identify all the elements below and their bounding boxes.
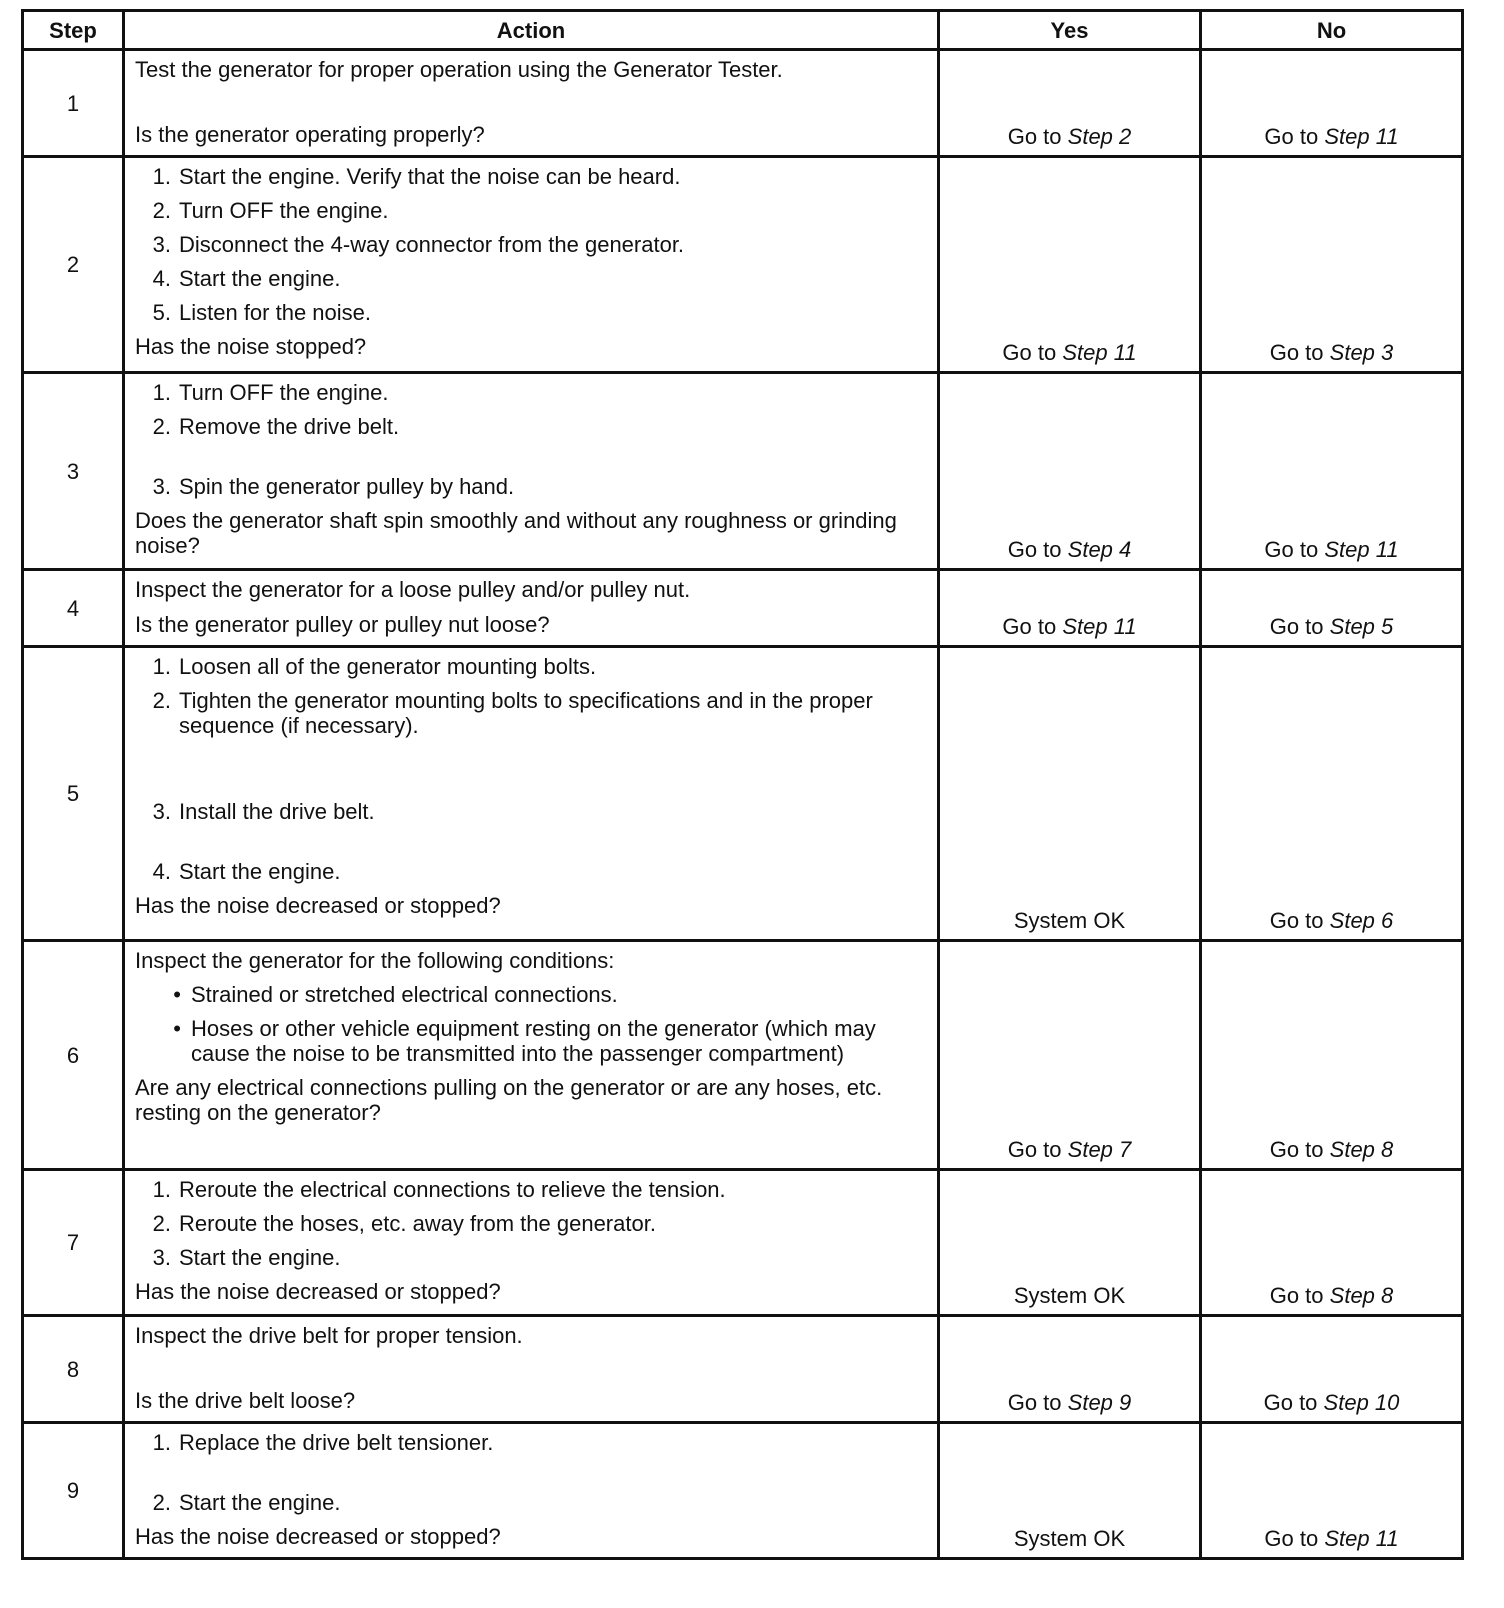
yes-cell (939, 50, 1201, 157)
bullet-icon: • (173, 982, 181, 1007)
yes-prefix: Go to (1007, 537, 1062, 562)
list-item (135, 799, 927, 824)
step-number: 1 (23, 50, 124, 157)
yes-step-ref: Step 11 (1062, 614, 1137, 639)
list-item (135, 1245, 927, 1270)
item-text: Spin the generator pulley by hand. (179, 474, 515, 499)
item-number: 4. (152, 266, 171, 291)
action-cell (124, 1316, 939, 1423)
item-text: Start the engine. Verify that the noise can be heard. (179, 164, 681, 189)
yes-step-ref: Step 7 (1067, 1137, 1132, 1162)
list-item (135, 380, 927, 405)
no-step-ref: Step 6 (1329, 908, 1394, 933)
item-text: Disconnect the 4-way connector from the generator. (179, 232, 685, 257)
item-text: Start the engine. (179, 859, 341, 884)
yes-step-ref: Step 9 (1067, 1390, 1132, 1415)
yes-prefix: Go to (1002, 340, 1057, 365)
list-item (135, 198, 927, 223)
table-row (23, 50, 1463, 157)
step-number: 6 (23, 941, 124, 1170)
action-cell (124, 157, 939, 373)
table-row (23, 570, 1463, 647)
action-cell (124, 1423, 939, 1559)
action-question: Is the drive belt loose? (135, 1388, 356, 1413)
no-prefix: Go to (1269, 1137, 1324, 1162)
item-text: Reroute the hoses, etc. away from the generator. (179, 1211, 656, 1236)
action-cell (124, 647, 939, 941)
step-number: 4 (23, 570, 124, 647)
action-cell (124, 570, 939, 647)
step-number: 8 (23, 1316, 124, 1423)
item-number: 1. (152, 654, 171, 679)
action-cell (124, 1170, 939, 1316)
table-row (23, 1423, 1463, 1559)
yes-system-ok: System OK (1013, 1283, 1126, 1308)
no-step-ref: Step 10 (1323, 1390, 1400, 1415)
item-number: 3. (152, 799, 171, 824)
item-number: 1. (152, 380, 171, 405)
yes-prefix: Go to (1007, 124, 1062, 149)
header-action: Action (124, 11, 939, 50)
yes-system-ok: System OK (1013, 1526, 1126, 1551)
table-row (23, 1170, 1463, 1316)
item-number: 2. (152, 414, 171, 439)
no-prefix: Go to (1263, 1390, 1318, 1415)
action-question: Has the noise decreased or stopped? (135, 1279, 501, 1304)
yes-cell (939, 1170, 1201, 1316)
action-intro: Inspect the drive belt for proper tension. (135, 1323, 523, 1348)
table-row (23, 157, 1463, 373)
yes-step-ref: Step 4 (1067, 537, 1132, 562)
list-item (135, 1490, 927, 1515)
yes-step-ref: Step 2 (1067, 124, 1132, 149)
item-number: 2. (152, 1211, 171, 1236)
item-text: Install the drive belt. (179, 799, 375, 824)
action-cell (124, 50, 939, 157)
list-item (135, 1177, 927, 1202)
header-step: Step (23, 11, 124, 50)
item-number: 1. (152, 1177, 171, 1202)
action-question: Has the noise decreased or stopped? (135, 893, 501, 918)
item-number: 1. (152, 1430, 171, 1455)
item-text: Loosen all of the generator mounting bolts. (179, 654, 597, 679)
no-prefix: Go to (1269, 614, 1324, 639)
yes-cell (939, 570, 1201, 647)
yes-cell (939, 647, 1201, 941)
yes-cell (939, 941, 1201, 1170)
table-row (23, 941, 1463, 1170)
yes-cell (939, 157, 1201, 373)
no-cell (1201, 647, 1463, 941)
item-text: Start the engine. (179, 266, 341, 291)
item-text: Remove the drive belt. (179, 414, 400, 439)
item-text: Turn OFF the engine. (179, 198, 389, 223)
item-text: Start the engine. (179, 1490, 341, 1515)
step-number: 2 (23, 157, 124, 373)
no-cell (1201, 50, 1463, 157)
item-text: Reroute the electrical connections to relieve the tension. (179, 1177, 726, 1202)
yes-prefix: Go to (1002, 614, 1057, 639)
item-number: 3. (152, 1245, 171, 1270)
list-item (135, 232, 927, 257)
action-cell (124, 373, 939, 570)
table-row (23, 373, 1463, 570)
bullet-text: Strained or stretched electrical connections. (191, 982, 618, 1007)
no-cell (1201, 1423, 1463, 1559)
step-number: 9 (23, 1423, 124, 1559)
item-number: 3. (152, 232, 171, 257)
list-item (135, 688, 927, 738)
step-number: 5 (23, 647, 124, 941)
no-step-ref: Step 3 (1329, 340, 1394, 365)
list-item (135, 1211, 927, 1236)
table-row (23, 1316, 1463, 1423)
no-prefix: Go to (1264, 537, 1319, 562)
action-intro: Test the generator for proper operation using the Generator Tester. (135, 57, 783, 82)
item-text: Tighten the generator mounting bolts to specifications and in the proper sequence (if necessary). (179, 688, 873, 738)
list-item (135, 266, 927, 291)
item-number: 4. (152, 859, 171, 884)
yes-cell (939, 1423, 1201, 1559)
no-prefix: Go to (1269, 340, 1324, 365)
item-text: Replace the drive belt tensioner. (179, 1430, 494, 1455)
header-yes: Yes (939, 11, 1201, 50)
no-step-ref: Step 5 (1329, 614, 1394, 639)
item-number: 1. (152, 164, 171, 189)
no-step-ref: Step 8 (1329, 1137, 1394, 1162)
bullet-item (135, 1016, 927, 1066)
list-item (135, 300, 927, 325)
table-row (23, 647, 1463, 941)
action-intro: Inspect the generator for a loose pulley and/or pulley nut. (135, 577, 691, 602)
no-prefix: Go to (1269, 908, 1324, 933)
item-number: 2. (152, 198, 171, 223)
yes-cell (939, 1316, 1201, 1423)
list-item (135, 414, 927, 439)
item-number: 2. (152, 1490, 171, 1515)
list-item (135, 164, 927, 189)
no-prefix: Go to (1269, 1283, 1324, 1308)
action-intro: Inspect the generator for the following conditions: (135, 948, 615, 973)
no-step-ref: Step 11 (1324, 537, 1399, 562)
bullet-item (135, 982, 927, 1007)
item-number: 5. (152, 300, 171, 325)
no-cell (1201, 941, 1463, 1170)
action-question: Does the generator shaft spin smoothly and without any roughness or grinding noise? (135, 508, 897, 558)
no-cell (1201, 373, 1463, 570)
step-number: 7 (23, 1170, 124, 1316)
yes-system-ok: System OK (1013, 908, 1126, 933)
no-step-ref: Step 8 (1329, 1283, 1394, 1308)
no-step-ref: Step 11 (1324, 124, 1399, 149)
step-number: 3 (23, 373, 124, 570)
header-no: No (1201, 11, 1463, 50)
yes-prefix: Go to (1007, 1137, 1062, 1162)
yes-step-ref: Step 11 (1062, 340, 1137, 365)
list-item (135, 1430, 927, 1455)
yes-prefix: Go to (1007, 1390, 1062, 1415)
action-cell (124, 941, 939, 1170)
list-item (135, 474, 927, 499)
list-item (135, 859, 927, 884)
yes-cell (939, 373, 1201, 570)
no-cell (1201, 570, 1463, 647)
action-question: Has the noise stopped? (135, 334, 367, 359)
item-text: Listen for the noise. (179, 300, 372, 325)
header-row (23, 11, 1463, 50)
action-question: Are any electrical connections pulling on the generator or are any hoses, etc. resting on the generator? (135, 1075, 883, 1125)
bullet-text: Hoses or other vehicle equipment resting on the generator (which may cause the noise to be transmitted into the passenger compartment) (191, 1016, 876, 1066)
action-question: Has the noise decreased or stopped? (135, 1524, 501, 1549)
no-step-ref: Step 11 (1324, 1526, 1399, 1551)
action-question: Is the generator operating properly? (135, 122, 485, 147)
list-item (135, 654, 927, 679)
no-prefix: Go to (1264, 124, 1319, 149)
no-cell (1201, 1316, 1463, 1423)
item-number: 2. (152, 688, 171, 713)
diagnostic-table (21, 9, 1464, 1560)
item-number: 3. (152, 474, 171, 499)
bullet-icon: • (173, 1016, 181, 1041)
no-cell (1201, 157, 1463, 373)
item-text: Start the engine. (179, 1245, 341, 1270)
no-cell (1201, 1170, 1463, 1316)
action-question: Is the generator pulley or pulley nut loose? (135, 612, 550, 637)
no-prefix: Go to (1264, 1526, 1319, 1551)
item-text: Turn OFF the engine. (179, 380, 389, 405)
